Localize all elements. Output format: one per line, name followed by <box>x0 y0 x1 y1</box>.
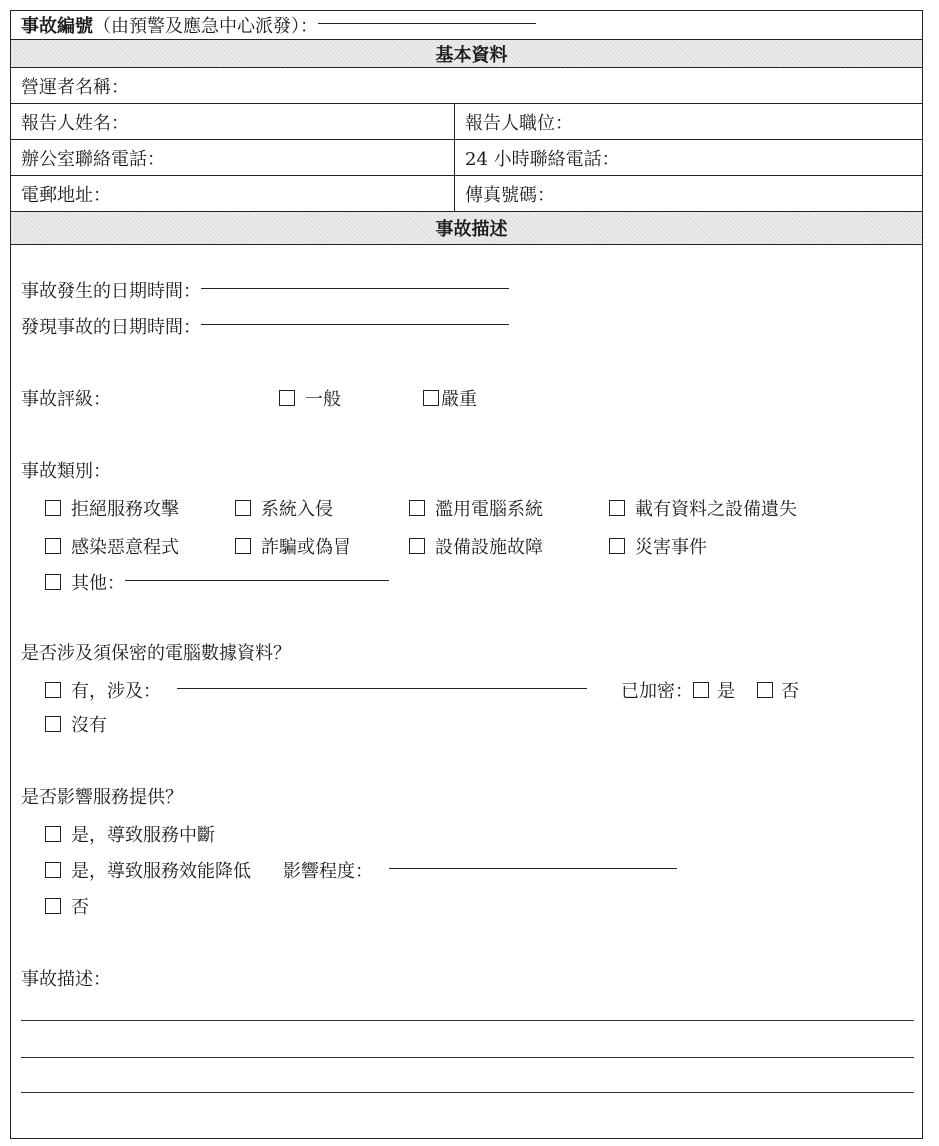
reporter-title-field[interactable]: 報告人職位： <box>465 112 573 134</box>
encrypted-label: 已加密： <box>621 681 693 702</box>
phone-row <box>11 140 922 176</box>
checkbox[interactable] <box>279 390 295 406</box>
service-question: 是否影響服務提供？ <box>21 787 183 808</box>
confidential-yes-line <box>45 677 799 703</box>
category-misuse[interactable] <box>409 495 609 521</box>
category-other-input[interactable] <box>125 579 389 581</box>
occurred-datetime-input[interactable] <box>201 287 509 289</box>
confidential-no-line <box>45 711 107 737</box>
category-option-label: 濫用電腦系統 <box>435 499 543 520</box>
basic-info-title: 基本資料 <box>11 40 922 67</box>
rating-label: 事故評級： <box>21 389 111 410</box>
service-opt2-line <box>45 857 677 883</box>
checkbox[interactable] <box>235 538 251 554</box>
reporter-name-field[interactable]: 報告人姓名： <box>11 104 455 139</box>
confidential-no[interactable] <box>45 711 107 737</box>
confidential-yes-label: 有，涉及： <box>71 681 161 702</box>
impact-label: 影響程度： <box>283 861 373 882</box>
category-option-label: 詐騙或偽冒 <box>261 537 351 558</box>
category-option-label: 災害事件 <box>635 537 707 558</box>
checkbox[interactable] <box>45 682 61 698</box>
occurred-datetime-label: 事故發生的日期時間： <box>21 281 201 302</box>
category-fraud[interactable] <box>235 533 409 559</box>
category-disaster[interactable] <box>609 533 707 559</box>
description-line-2[interactable] <box>21 1057 914 1058</box>
category-option-label: 載有資料之設備遺失 <box>635 499 797 520</box>
service-not-affected[interactable] <box>45 893 89 919</box>
category-option-label: 系統入侵 <box>261 499 333 520</box>
incident-report-form <box>10 10 923 1139</box>
checkbox[interactable] <box>45 716 61 732</box>
rating-option-normal[interactable] <box>279 385 423 411</box>
checkbox[interactable] <box>609 538 625 554</box>
confidential-question-line <box>21 639 291 665</box>
category-other-line <box>45 569 389 595</box>
rating-line <box>21 385 477 411</box>
operator-name-row <box>11 68 922 104</box>
checkbox[interactable] <box>423 390 439 406</box>
confidential-question: 是否涉及須保密的電腦數據資料？ <box>21 643 291 664</box>
incident-number-field[interactable] <box>318 22 536 24</box>
confidential-no-label: 沒有 <box>71 715 107 736</box>
category-option-label: 感染惡意程式 <box>71 537 179 558</box>
encrypted-yes-label: 是 <box>717 681 735 702</box>
rating-option-label: 嚴重 <box>441 389 477 410</box>
phone-24h-field[interactable]: 24 小時聯絡電話： <box>465 148 620 170</box>
reporter-row <box>11 104 922 140</box>
discovered-datetime-input[interactable] <box>201 323 509 325</box>
service-degraded[interactable] <box>45 857 251 883</box>
checkbox[interactable] <box>609 500 625 516</box>
encrypted-yes[interactable] <box>693 677 735 703</box>
encrypted-no-label: 否 <box>781 681 799 702</box>
checkbox[interactable] <box>45 862 61 878</box>
category-device-loss[interactable] <box>609 495 797 521</box>
category-other[interactable] <box>45 569 125 595</box>
operator-name-field[interactable]: 營運者名稱： <box>21 76 129 98</box>
confidential-detail-input[interactable] <box>177 687 587 689</box>
impact-input[interactable] <box>389 867 677 869</box>
service-option-label: 否 <box>71 897 89 918</box>
service-option-label: 是，導致服務中斷 <box>71 825 215 846</box>
rating-option-serious[interactable] <box>423 385 477 411</box>
category-option-label: 設備設施故障 <box>435 537 543 558</box>
checkbox[interactable] <box>409 500 425 516</box>
category-label: 事故類別： <box>21 461 111 482</box>
service-opt3-line <box>45 893 89 919</box>
checkbox[interactable] <box>235 500 251 516</box>
checkbox[interactable] <box>45 500 61 516</box>
service-option-label: 是，導致服務效能降低 <box>71 861 251 882</box>
incident-number-note: （由預警及應急中心派發）： <box>93 16 318 37</box>
email-field[interactable]: 電郵地址： <box>11 176 455 211</box>
description-label-line <box>21 965 111 991</box>
service-question-line <box>21 783 183 809</box>
contact-row <box>11 176 922 212</box>
description-line-3[interactable] <box>21 1092 914 1093</box>
category-row-2 <box>45 533 707 559</box>
category-intrusion[interactable] <box>235 495 409 521</box>
incident-header <box>11 212 922 245</box>
checkbox[interactable] <box>693 682 709 698</box>
checkbox[interactable] <box>45 538 61 554</box>
checkbox[interactable] <box>757 682 773 698</box>
category-row-1 <box>45 495 797 521</box>
fax-field[interactable]: 傳真號碼： <box>465 184 555 206</box>
category-dos[interactable] <box>45 495 235 521</box>
incident-number-label: 事故編號 <box>21 16 93 37</box>
service-interrupted[interactable] <box>45 821 215 847</box>
checkbox[interactable] <box>409 538 425 554</box>
discovered-datetime-line <box>21 313 509 339</box>
category-malware[interactable] <box>45 533 235 559</box>
encrypted-no[interactable] <box>757 677 799 703</box>
description-label: 事故描述： <box>21 969 111 990</box>
basic-info-header <box>11 40 922 68</box>
checkbox[interactable] <box>45 898 61 914</box>
occurred-datetime-line <box>21 277 509 303</box>
discovered-datetime-label: 發現事故的日期時間： <box>21 317 201 338</box>
incident-number-row <box>11 11 922 40</box>
description-line-1[interactable] <box>21 1020 914 1021</box>
checkbox[interactable] <box>45 574 61 590</box>
office-phone-field[interactable]: 辦公室聯絡電話： <box>11 140 455 175</box>
confidential-yes[interactable] <box>45 677 161 703</box>
category-label-line <box>21 457 111 483</box>
category-facility-failure[interactable] <box>409 533 609 559</box>
service-opt1-line <box>45 821 215 847</box>
incident-title: 事故描述 <box>11 212 922 244</box>
category-option-label: 拒絕服務攻擊 <box>71 499 179 520</box>
checkbox[interactable] <box>45 826 61 842</box>
category-option-label: 其他： <box>71 573 125 594</box>
rating-option-label: 一般 <box>305 389 341 410</box>
